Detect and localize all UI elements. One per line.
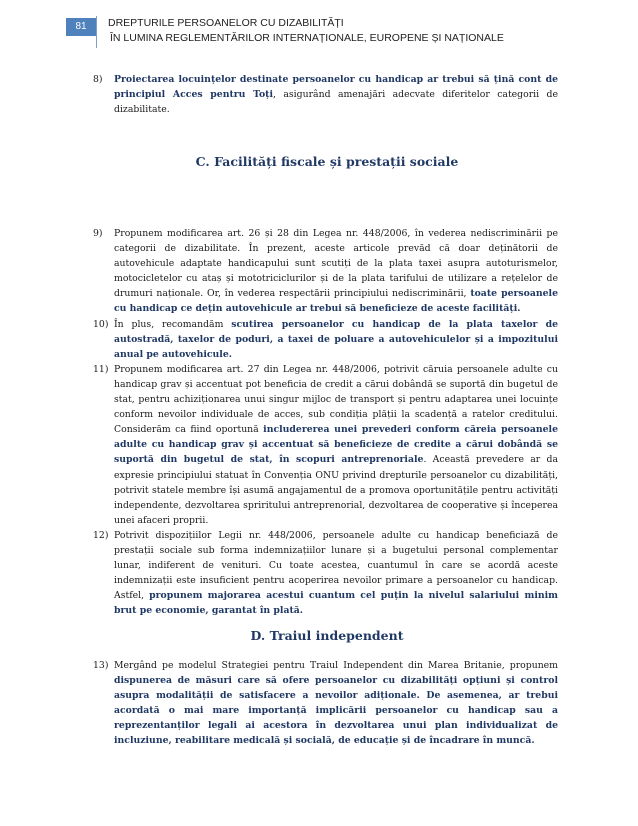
item-text: Propunem modificarea art. 26 și 28 din Legea nr. 448/2006, în vederea nediscriminării pe categorii de dizabilitate. În prezent, aceste articole prevăd că doar deținătorii de autovehicule adaptate handicapului sunt scutiți de la plata taxei asupra autoturismelor, motocicletelor cu ataș și mototriciclurilor și de la plata tarifului de utilizare a rețelelor de drumuri naționale. Or, în vederea respectării principiului nediscriminării,: [114, 228, 558, 300]
section-heading-d: D. Traiul independent: [250, 628, 404, 643]
item-text: Mergând pe modelul Strategiei pentru Traiul Independent din Marea Britanie, propunem: [114, 660, 558, 671]
item-text: Potrivit dispozițiilor Legii nr. 448/2006, persoanele adulte cu handicap beneficiază de prestații sociale sub forma indemnizațiilor lunare și a bugetului personal complementar lunar, indiferent de venituri. Cu toate acestea, cuantumul în care se acordă aceste indemnizații este insuficient pentru acoperirea nevoilor primare a persoanelor cu handicap. Astfel,: [114, 529, 558, 602]
section-heading-c: C. Facilități fiscale și prestații sociale: [195, 154, 459, 169]
item-text: , asigurând amenajări adecvate diferitelor categorii de dizabilitate.: [114, 89, 558, 116]
item-number: 11): [93, 363, 109, 375]
list-item-13: [93, 658, 558, 749]
item-bold-text: includererea unei prevederi conform căreia persoanele adulte cu handicap grav și accentuat să beneficieze de credite a cărui dobândă se suportă din bugetul de stat, în scopuri antreprenoriale: [114, 424, 558, 466]
item-text: Propunem modificarea art. 27 din Legea nr. 448/2006, potrivit căruia persoanele adulte cu handicap grav și accentuat pot beneficia de credit a cărui dobândă se suportă din bugetul de stat, pentru achiziționarea unui singur mijloc de transport și pentru adaptarea unei locuințe conform nevoilor individuale de acces, sub condiția plății la scadență a ratelor creditului. Considerăm ca fiind oportună: [114, 363, 558, 436]
list-item-12: [93, 528, 558, 619]
item-bold-text: scutirea persoanelor cu handicap de la plata taxelor de autostradă, taxelor de poduri, a taxei de poluare a autovehiculelor și a impozitului anual pe autovehicule.: [114, 318, 558, 360]
item-bold-text: dispunerea de măsuri care să ofere persoanelor cu dizabilități opțiuni și control asupra modalității de satisfacere a nevoilor adiționale. De asemenea, ar trebui acordată o mai mare importanță implicării persoanelor cu handicap sau a reprezentanților legali ai acestora în dezvoltarea unui plan individualizat de incluziune, reabilitare medicală și socială, de educație și de încadrare în muncă.: [114, 675, 558, 747]
item-number: 8): [93, 74, 103, 85]
header-line-2: ÎN LUMINA REGLEMENTĂRILOR INTERNAȚIONALE, EUROPENE ȘI NAȚIONALE: [110, 32, 504, 44]
item-bold-text: toate persoanele cu handicap ce dețin autovehicule ar trebui să beneficieze de aceste facilități.: [114, 288, 559, 315]
header-divider: [96, 16, 97, 48]
header-line-1: DREPTURILE PERSOANELOR CU DIZABILITĂȚI: [108, 17, 344, 29]
section-c-items: [93, 226, 559, 618]
list-item-8: [93, 72, 558, 117]
list-item-10: [93, 317, 558, 362]
item-bold-text: Proiectarea locuințelor destinate persoanelor cu handicap ar trebui să țină cont de principiul Acces pentru Toți: [114, 74, 558, 101]
item-text-2: . Această prevedere ar da expresie principiului statuat în Convenția ONU privind drepturile persoanelor cu dizabilități, potrivit statele membre își asumă angajamentul de a promova oportunitățile pentru activități independente, dezvoltarea spriritului antreprenorial, dezvoltarea de cooperative și începerea unei afaceri proprii.: [114, 454, 558, 526]
list-item-9: [93, 226, 559, 317]
list-item-11: [93, 362, 558, 528]
item-8-block: [93, 72, 558, 117]
item-number: 13): [93, 660, 109, 671]
page-number-badge: 81: [66, 18, 96, 36]
item-number: 9): [93, 228, 103, 239]
item-text: În plus, recomandăm: [114, 318, 232, 330]
item-number: 12): [93, 529, 109, 541]
item-bold-text: propunem majorarea acestui cuantum cel puțin la nivelul salariului minim brut pe economie, garantat în plată.: [114, 590, 558, 617]
section-d-items: [93, 658, 558, 749]
running-header: [108, 16, 504, 46]
item-number: 10): [93, 318, 109, 330]
